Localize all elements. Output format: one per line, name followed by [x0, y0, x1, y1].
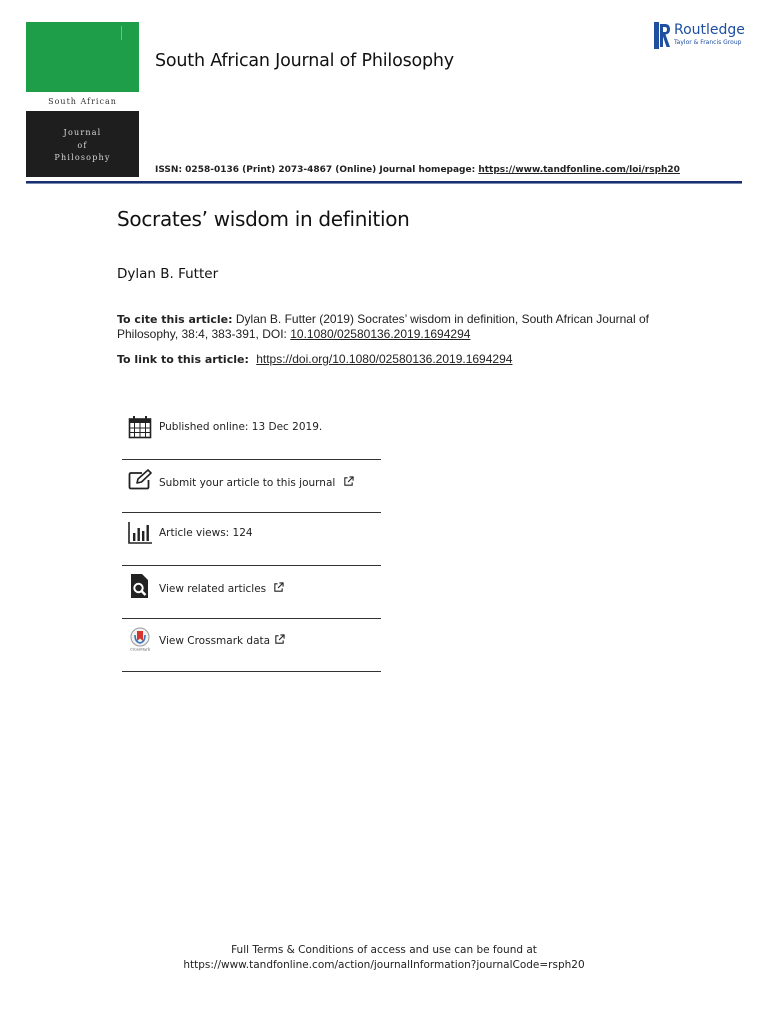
- bar-chart-icon: [128, 521, 152, 545]
- issn-text: ISSN: 0258-0136 (Print) 2073-4867 (Online) Journal homepage:: [155, 165, 476, 175]
- link-label: To link to this article:: [117, 353, 249, 366]
- submit-article-link[interactable]: [159, 476, 354, 489]
- cite-text: Dylan B. Futter (2019) Socrates’ wisdom in definition, South African Journal of Philosophy, 38:4, 383-391, DOI:: [117, 312, 649, 341]
- crossmark-text: View Crossmark data: [159, 635, 271, 647]
- cover-word-of: of: [77, 140, 88, 150]
- external-link-icon: [343, 476, 354, 487]
- article-title: Socrates’ wisdom in definition: [117, 207, 410, 231]
- routledge-logo-icon: [654, 22, 671, 49]
- related-articles-link[interactable]: [159, 582, 284, 595]
- document-search-icon: [128, 574, 152, 598]
- related-articles-text: View related articles: [159, 583, 267, 595]
- crossmark-item[interactable]: [122, 619, 381, 672]
- publisher-name: Routledge: [674, 22, 745, 38]
- calendar-icon: [128, 415, 152, 439]
- terms-link[interactable]: https://www.tandfonline.com/action/journalInformation?journalCode=rsph20: [183, 959, 585, 971]
- crossmark-badge-text: CrossMark: [129, 647, 151, 651]
- issn-line: [155, 165, 680, 175]
- submit-article-item[interactable]: [122, 460, 381, 513]
- article-meta-list: [122, 406, 381, 672]
- published-online-item: [122, 406, 381, 460]
- terms-text: Full Terms & Conditions of access and use can be found at: [231, 944, 537, 956]
- published-online-text: Published online: 13 Dec 2019.: [159, 421, 323, 433]
- journal-title: South African Journal of Philosophy: [155, 51, 454, 71]
- publisher-logo: [654, 22, 749, 50]
- submit-article-text: Submit your article to this journal: [159, 477, 336, 489]
- external-link-icon: [273, 582, 284, 593]
- cover-green-panel: [26, 22, 139, 92]
- cover-dark-panel: [26, 111, 139, 177]
- crossmark-icon: [128, 627, 152, 651]
- article-link-line: [117, 352, 512, 366]
- cover-country: South African: [26, 92, 139, 111]
- cover-word-journal: Journal: [63, 128, 102, 137]
- external-link-icon: [274, 634, 285, 645]
- publisher-group: Taylor & Francis Group: [674, 39, 742, 46]
- journal-cover: [26, 22, 139, 177]
- cover-word-philosophy: Philosophy: [54, 153, 111, 162]
- terms-footer: [0, 943, 768, 973]
- article-doi-link[interactable]: https://doi.org/10.1080/02580136.2019.1694294: [256, 352, 513, 366]
- related-articles-item[interactable]: [122, 566, 381, 619]
- article-views-item: [122, 513, 381, 566]
- citation-block: [117, 312, 677, 342]
- journal-homepage-link[interactable]: https://www.tandfonline.com/loi/rsph20: [478, 165, 680, 175]
- header-rule-thin: [26, 183, 742, 184]
- cite-doi-link[interactable]: 10.1080/02580136.2019.1694294: [290, 327, 471, 341]
- cite-label: To cite this article:: [117, 313, 233, 326]
- article-views-text: Article views: 124: [159, 527, 253, 539]
- article-author: Dylan B. Futter: [117, 266, 219, 282]
- crossmark-link[interactable]: [159, 634, 285, 647]
- cover-mark: [121, 26, 131, 40]
- edit-icon: [128, 469, 152, 493]
